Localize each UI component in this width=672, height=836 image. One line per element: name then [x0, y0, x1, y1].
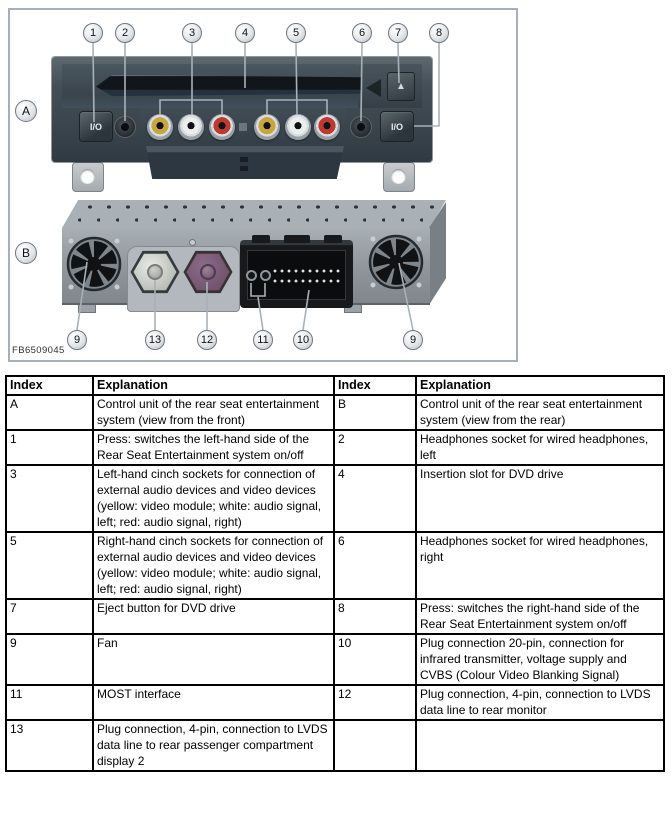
explanation-cell: Control unit of the rear seat entertainment system (view from the front) — [93, 395, 334, 430]
panel-divider-dot — [239, 123, 247, 131]
explanation-cell: Right-hand cinch sockets for connection of external audio devices and video devices (yellow: video module; white: audio signal, left; red: audio signal, right) — [93, 532, 334, 599]
table-row — [6, 465, 664, 532]
callout-3 — [182, 23, 202, 43]
callout-9-right — [403, 330, 423, 350]
headphone-jack-left — [114, 116, 136, 138]
callout-7 — [388, 23, 408, 43]
callout-8-label: 8 — [435, 27, 443, 39]
index-cell: 5 — [6, 532, 93, 599]
connector-tab — [252, 235, 270, 243]
index-cell: 4 — [334, 465, 416, 532]
power-button-right-label: I/O — [390, 121, 403, 132]
cinch-socket-yellow-left — [147, 114, 173, 140]
cinch-socket-red-right — [314, 114, 340, 140]
rear-foot-left — [78, 304, 96, 313]
rear-chassis-top — [62, 200, 446, 228]
cinch-socket-white-left — [178, 114, 204, 140]
callout-10 — [293, 330, 313, 350]
callout-4 — [235, 23, 255, 43]
index-cell: 10 — [334, 634, 416, 685]
table-body — [6, 395, 664, 771]
explanation-cell: Insertion slot for DVD drive — [416, 465, 664, 532]
screw-icon — [189, 239, 196, 246]
table-row — [6, 720, 664, 771]
callout-12-label: 12 — [200, 334, 214, 346]
explanation-cell: Plug connection, 4-pin, connection to LVDS data line to rear passenger compartment display 2 — [93, 720, 334, 771]
eject-triangle-icon: ▲ — [396, 81, 406, 92]
explanation-cell: Control unit of the rear seat entertainment system (view from the rear) — [416, 395, 664, 430]
index-cell: 9 — [6, 634, 93, 685]
headphone-jack-right — [350, 116, 372, 138]
callout-1 — [83, 23, 103, 43]
figure-code: FB6509045 — [12, 345, 65, 356]
explanation-cell: Press: switches the right-hand side of the Rear Seat Entertainment system on/off — [416, 599, 664, 634]
callout-12 — [197, 330, 217, 350]
header-explanation-right: Explanation — [416, 376, 664, 395]
power-button-right — [380, 111, 414, 142]
lvds-connector-purple-pin — [200, 264, 216, 280]
explanation-cell: Headphones socket for wired headphones, right — [416, 532, 664, 599]
callout-5-label: 5 — [292, 27, 300, 39]
most-port-left — [246, 270, 257, 281]
index-cell: 13 — [6, 720, 93, 771]
index-cell: 3 — [6, 465, 93, 532]
explanation-cell: Plug connection 20-pin, connection for infrared transmitter, voltage supply and CVBS (Colour Video Blanking Signal) — [416, 634, 664, 685]
cinch-socket-yellow-right — [254, 114, 280, 140]
power-button-left — [79, 111, 113, 142]
callout-6 — [352, 23, 372, 43]
fold-down-cover — [143, 146, 347, 179]
callout-6-label: 6 — [358, 27, 366, 39]
table-row — [6, 685, 664, 720]
callout-8 — [429, 23, 449, 43]
explanation-cell: Plug connection, 4-pin, connection to LVDS data line to rear monitor — [416, 685, 664, 720]
index-cell: B — [334, 395, 416, 430]
eject-button — [387, 72, 415, 101]
explanation-table — [5, 375, 665, 772]
callout-A — [15, 100, 37, 122]
callout-9-left — [67, 330, 87, 350]
index-cell: 6 — [334, 532, 416, 599]
callout-B-label: B — [21, 246, 30, 260]
eject-arrow-icon — [366, 79, 381, 97]
callout-4-label: 4 — [241, 27, 249, 39]
dvd-slot — [96, 74, 362, 97]
callout-13-label: 13 — [148, 334, 162, 346]
connector-tab — [284, 235, 310, 243]
table-row — [6, 532, 664, 599]
index-cell: 1 — [6, 430, 93, 465]
explanation-cell — [416, 720, 664, 771]
table-row — [6, 634, 664, 685]
explanation-cell: Eject button for DVD drive — [93, 599, 334, 634]
mounting-tab-left — [72, 162, 104, 192]
callout-11-label: 11 — [257, 334, 269, 346]
index-cell: 7 — [6, 599, 93, 634]
power-button-left-label: I/O — [89, 121, 102, 132]
callout-13 — [145, 330, 165, 350]
cinch-socket-white-right — [285, 114, 311, 140]
index-cell: A — [6, 395, 93, 430]
callout-B — [15, 242, 37, 264]
callout-7-label: 7 — [394, 27, 402, 39]
table-header-row — [6, 376, 664, 395]
explanation-cell: Fan — [93, 634, 334, 685]
explanation-cell: MOST interface — [93, 685, 334, 720]
table-row — [6, 430, 664, 465]
mounting-tab-right — [383, 162, 415, 192]
connector-tab — [324, 235, 342, 243]
header-index-right: Index — [334, 376, 416, 395]
header-index-left: Index — [6, 376, 93, 395]
callout-9-left-label: 9 — [73, 334, 81, 346]
callout-A-label: A — [21, 104, 30, 118]
fan-right — [368, 234, 424, 290]
explanation-cell: Press: switches the left-hand side of the Rear Seat Entertainment system on/off — [93, 430, 334, 465]
index-cell: 12 — [334, 685, 416, 720]
callout-5 — [286, 23, 306, 43]
cinch-socket-red-left — [209, 114, 235, 140]
index-cell: 8 — [334, 599, 416, 634]
fan-left — [66, 236, 122, 292]
index-cell: 2 — [334, 430, 416, 465]
connector-pins — [272, 266, 342, 286]
callout-2 — [115, 23, 135, 43]
explanation-cell: Left-hand cinch sockets for connection of external audio devices and video devices (yellow: video module; white: audio signal, left; red: audio signal, right) — [93, 465, 334, 532]
callout-11 — [253, 330, 273, 350]
most-port-right — [260, 270, 271, 281]
index-cell: 11 — [6, 685, 93, 720]
table-row — [6, 599, 664, 634]
callout-2-label: 2 — [121, 27, 129, 39]
callout-1-label: 1 — [89, 27, 97, 39]
explanation-cell: Headphones socket for wired headphones, left — [416, 430, 664, 465]
callout-3-label: 3 — [188, 27, 196, 39]
index-cell — [334, 720, 416, 771]
lvds-connector-white-pin — [147, 264, 163, 280]
header-explanation-left: Explanation — [93, 376, 334, 395]
table-row — [6, 395, 664, 430]
callout-10-label: 10 — [296, 334, 310, 346]
callout-9-right-label: 9 — [409, 334, 417, 346]
